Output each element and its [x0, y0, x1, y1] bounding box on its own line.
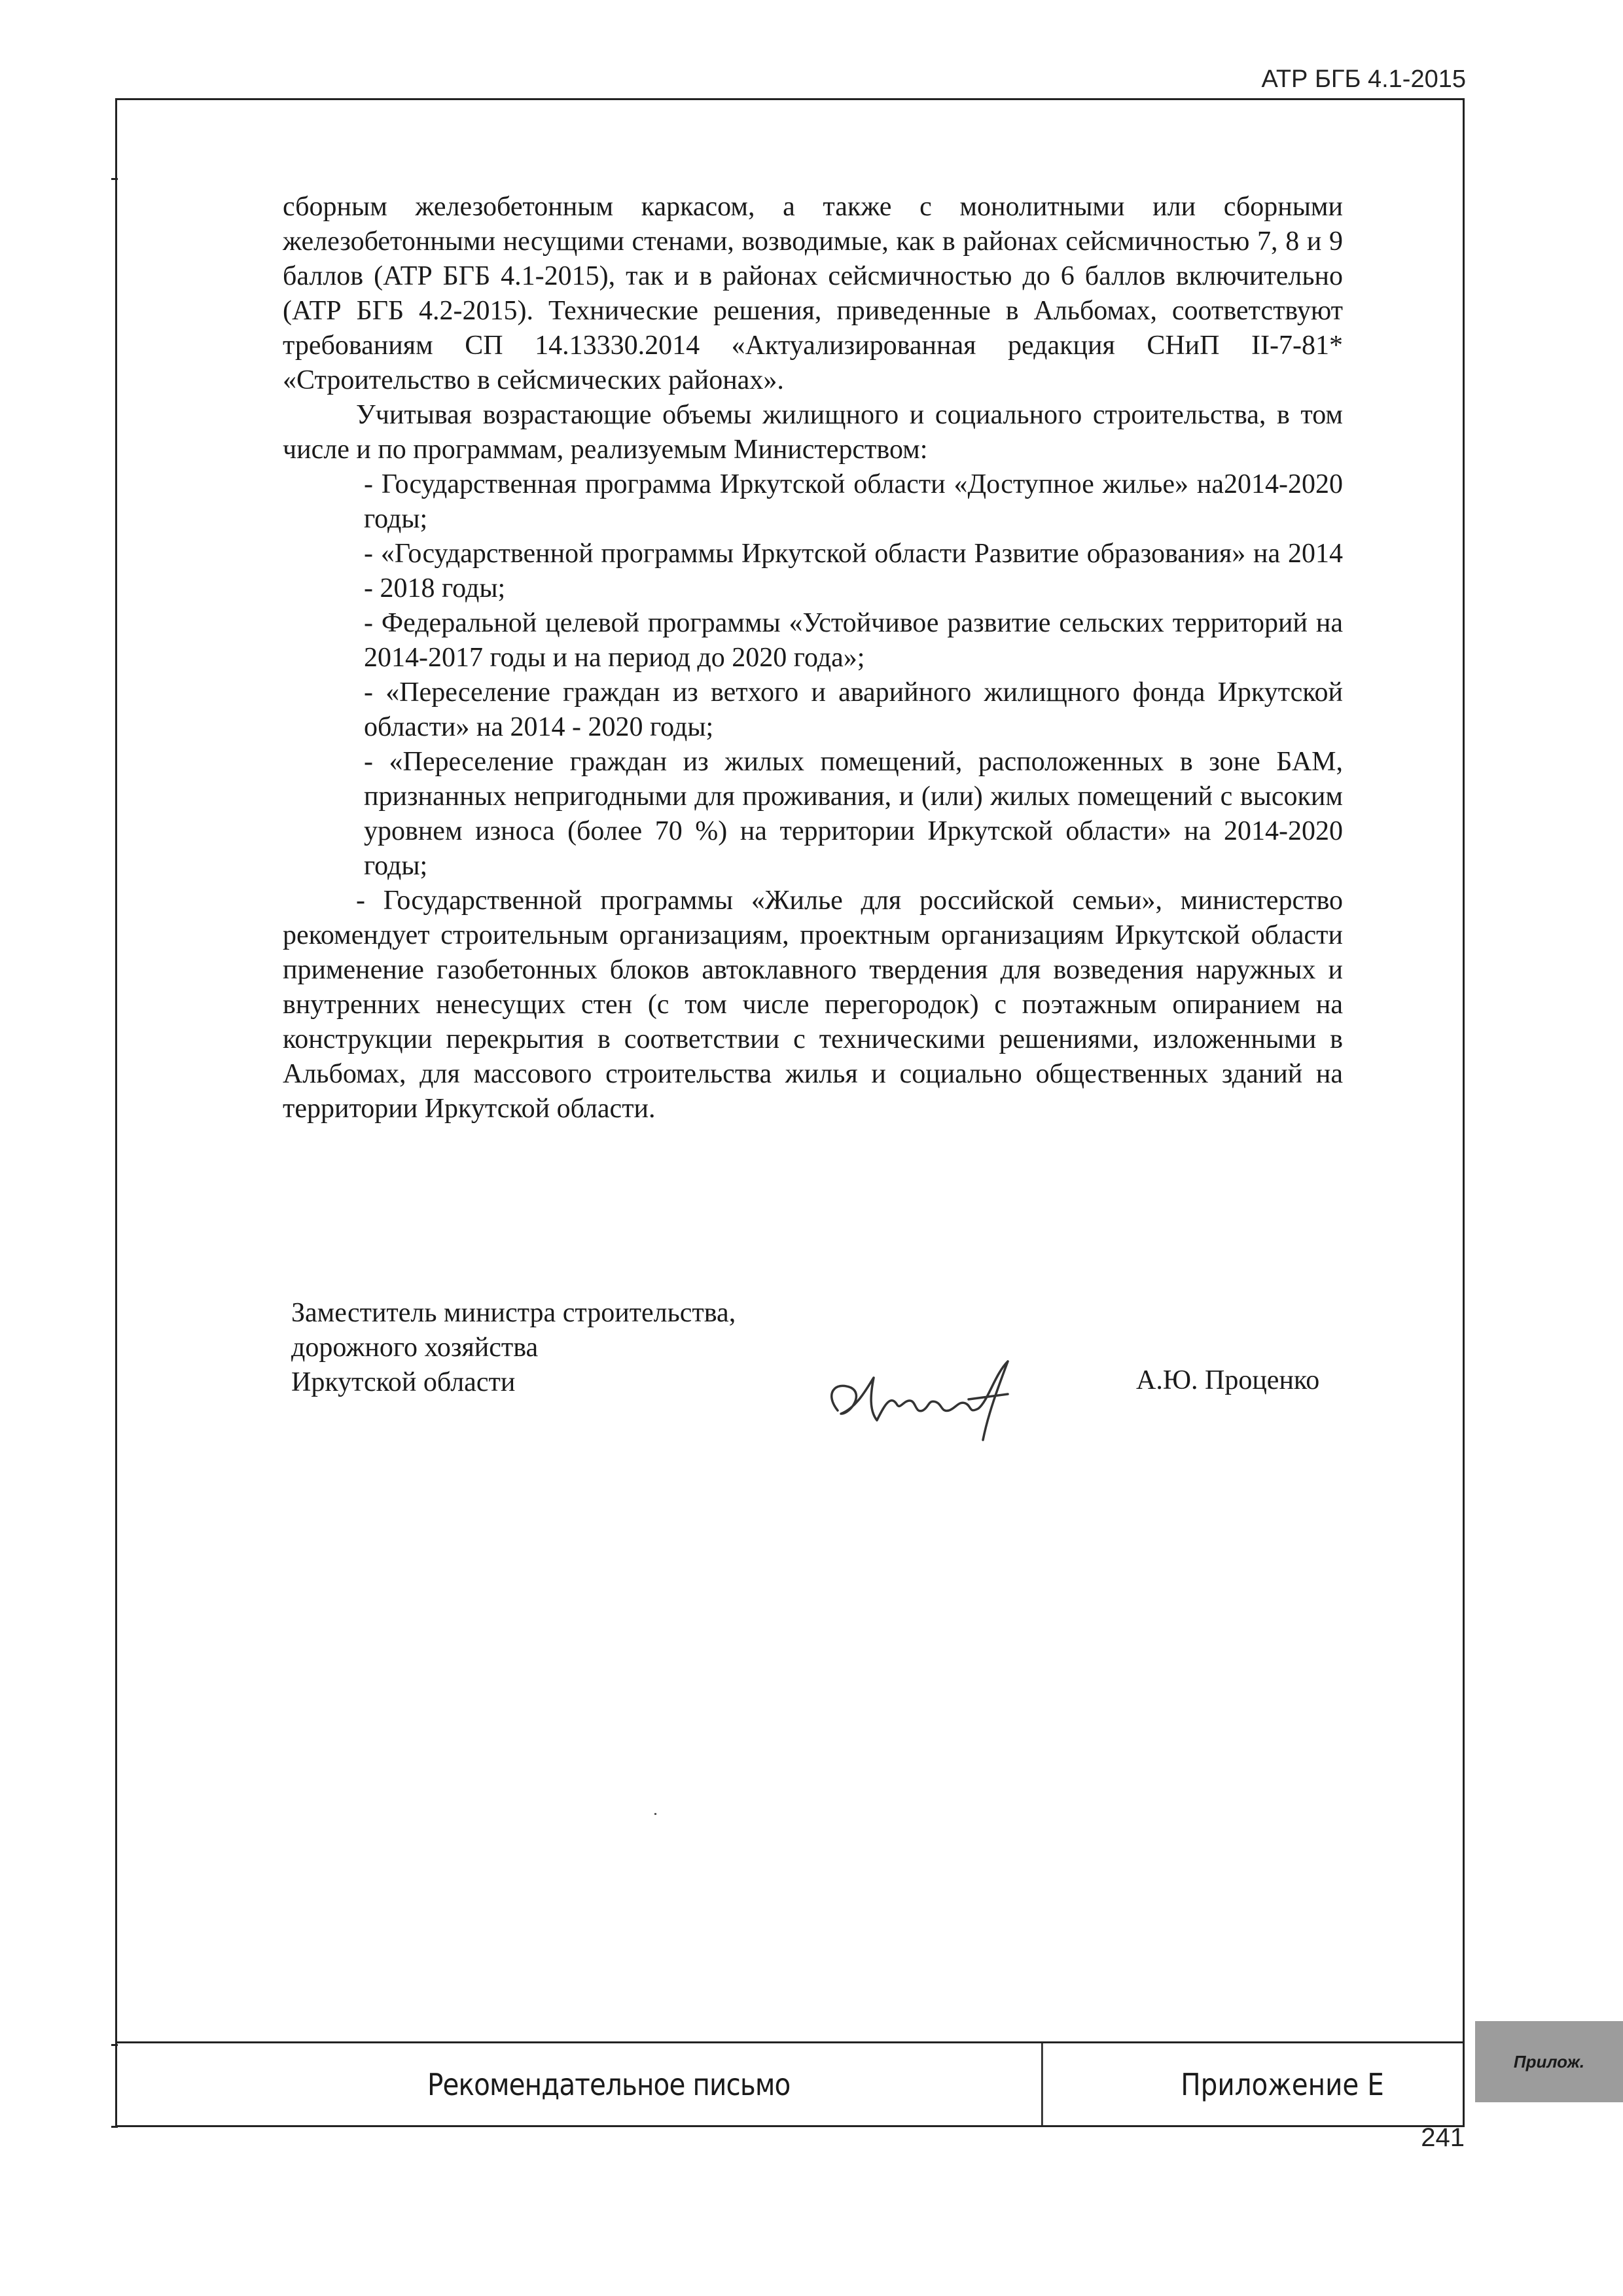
title-block [117, 2041, 1463, 2125]
side-tab[interactable] [1475, 2021, 1623, 2102]
signatory-name: А.Ю. Проценко [1136, 1365, 1320, 1395]
position-line: Заместитель министра строительства, [291, 1298, 736, 1328]
program-item: - Федеральной целевой программы «Устойчивое развитие сельских территорий на 2014-2017 годы и на период до 2020 года»; [364, 608, 1343, 673]
program-item: - «Переселение граждан из ветхого и аварийного жилищного фонда Иркутской области» на 2014 - 2020 годы; [364, 677, 1343, 742]
closing-paragraph: - Государственной программы «Жилье для российской семьи», министерство рекомендует строительным организациям, проектным организациям Иркутской области применение газобетонных блоков автоклавного твердения для возведения наружных и внутренних ненесущих стен (с том числе перегородок) с поэтажным опиранием на конструкции перекрытия в соответствии с техническими решениями, изложенными в Альбомах, для массового строительства жилья и социально общественных зданий на территории Иркутской области. [283, 886, 1343, 1124]
body-paragraph: Учитывая возрастающие объемы жилищного и социального строительства, в том числе и по программам, реализуемым Министерством: [283, 400, 1343, 465]
side-tab-label: Прилож. [1513, 2051, 1585, 2072]
body-paragraph: сборным железобетонным каркасом, а также с монолитными или сборными железобетонными несущими стенами, возводимые, как в районах сейсмичностью 7, 8 и 9 баллов (АТР БГБ 4.1-2015), так и в районах сейсмичностью до 6 баллов включительно (АТР БГБ 4.2-2015). Технические решения, приведенные в Альбомах, соответствуют требованиям СП 14.13330.2014 «Актуализированная редакция СНиП II-7-81* «Строительство в сейсмических районах». [283, 192, 1343, 395]
letter-body [283, 190, 1343, 1126]
title-block-title: Рекомендательное письмо [176, 2043, 1043, 2125]
signatory-position [291, 1296, 736, 1400]
program-item: - Государственная программа Иркутской области «Доступное жилье» на2014-2020 годы; [364, 469, 1343, 534]
program-item: - «Переселение граждан из жилых помещений, расположенных в зоне БАМ, признанных непригодными для проживания, и (или) жилых помещений с высоким уровнем износа (более 70 %) на территории Иркутской области» на 2014-2020 годы; [364, 747, 1343, 881]
document-code: АТР БГБ 4.1-2015 [1261, 65, 1466, 93]
position-line: Иркутской области [291, 1367, 516, 1397]
position-line: дорожного хозяйства [291, 1333, 539, 1363]
program-item: - «Государственной программы Иркутской области Развитие образования» на 2014 - 2018 годы; [364, 539, 1343, 603]
page-number: 241 [1421, 2123, 1465, 2152]
handwritten-signature-icon [812, 1348, 1027, 1446]
title-block-appendix: Приложение Е [1181, 2066, 1384, 2102]
